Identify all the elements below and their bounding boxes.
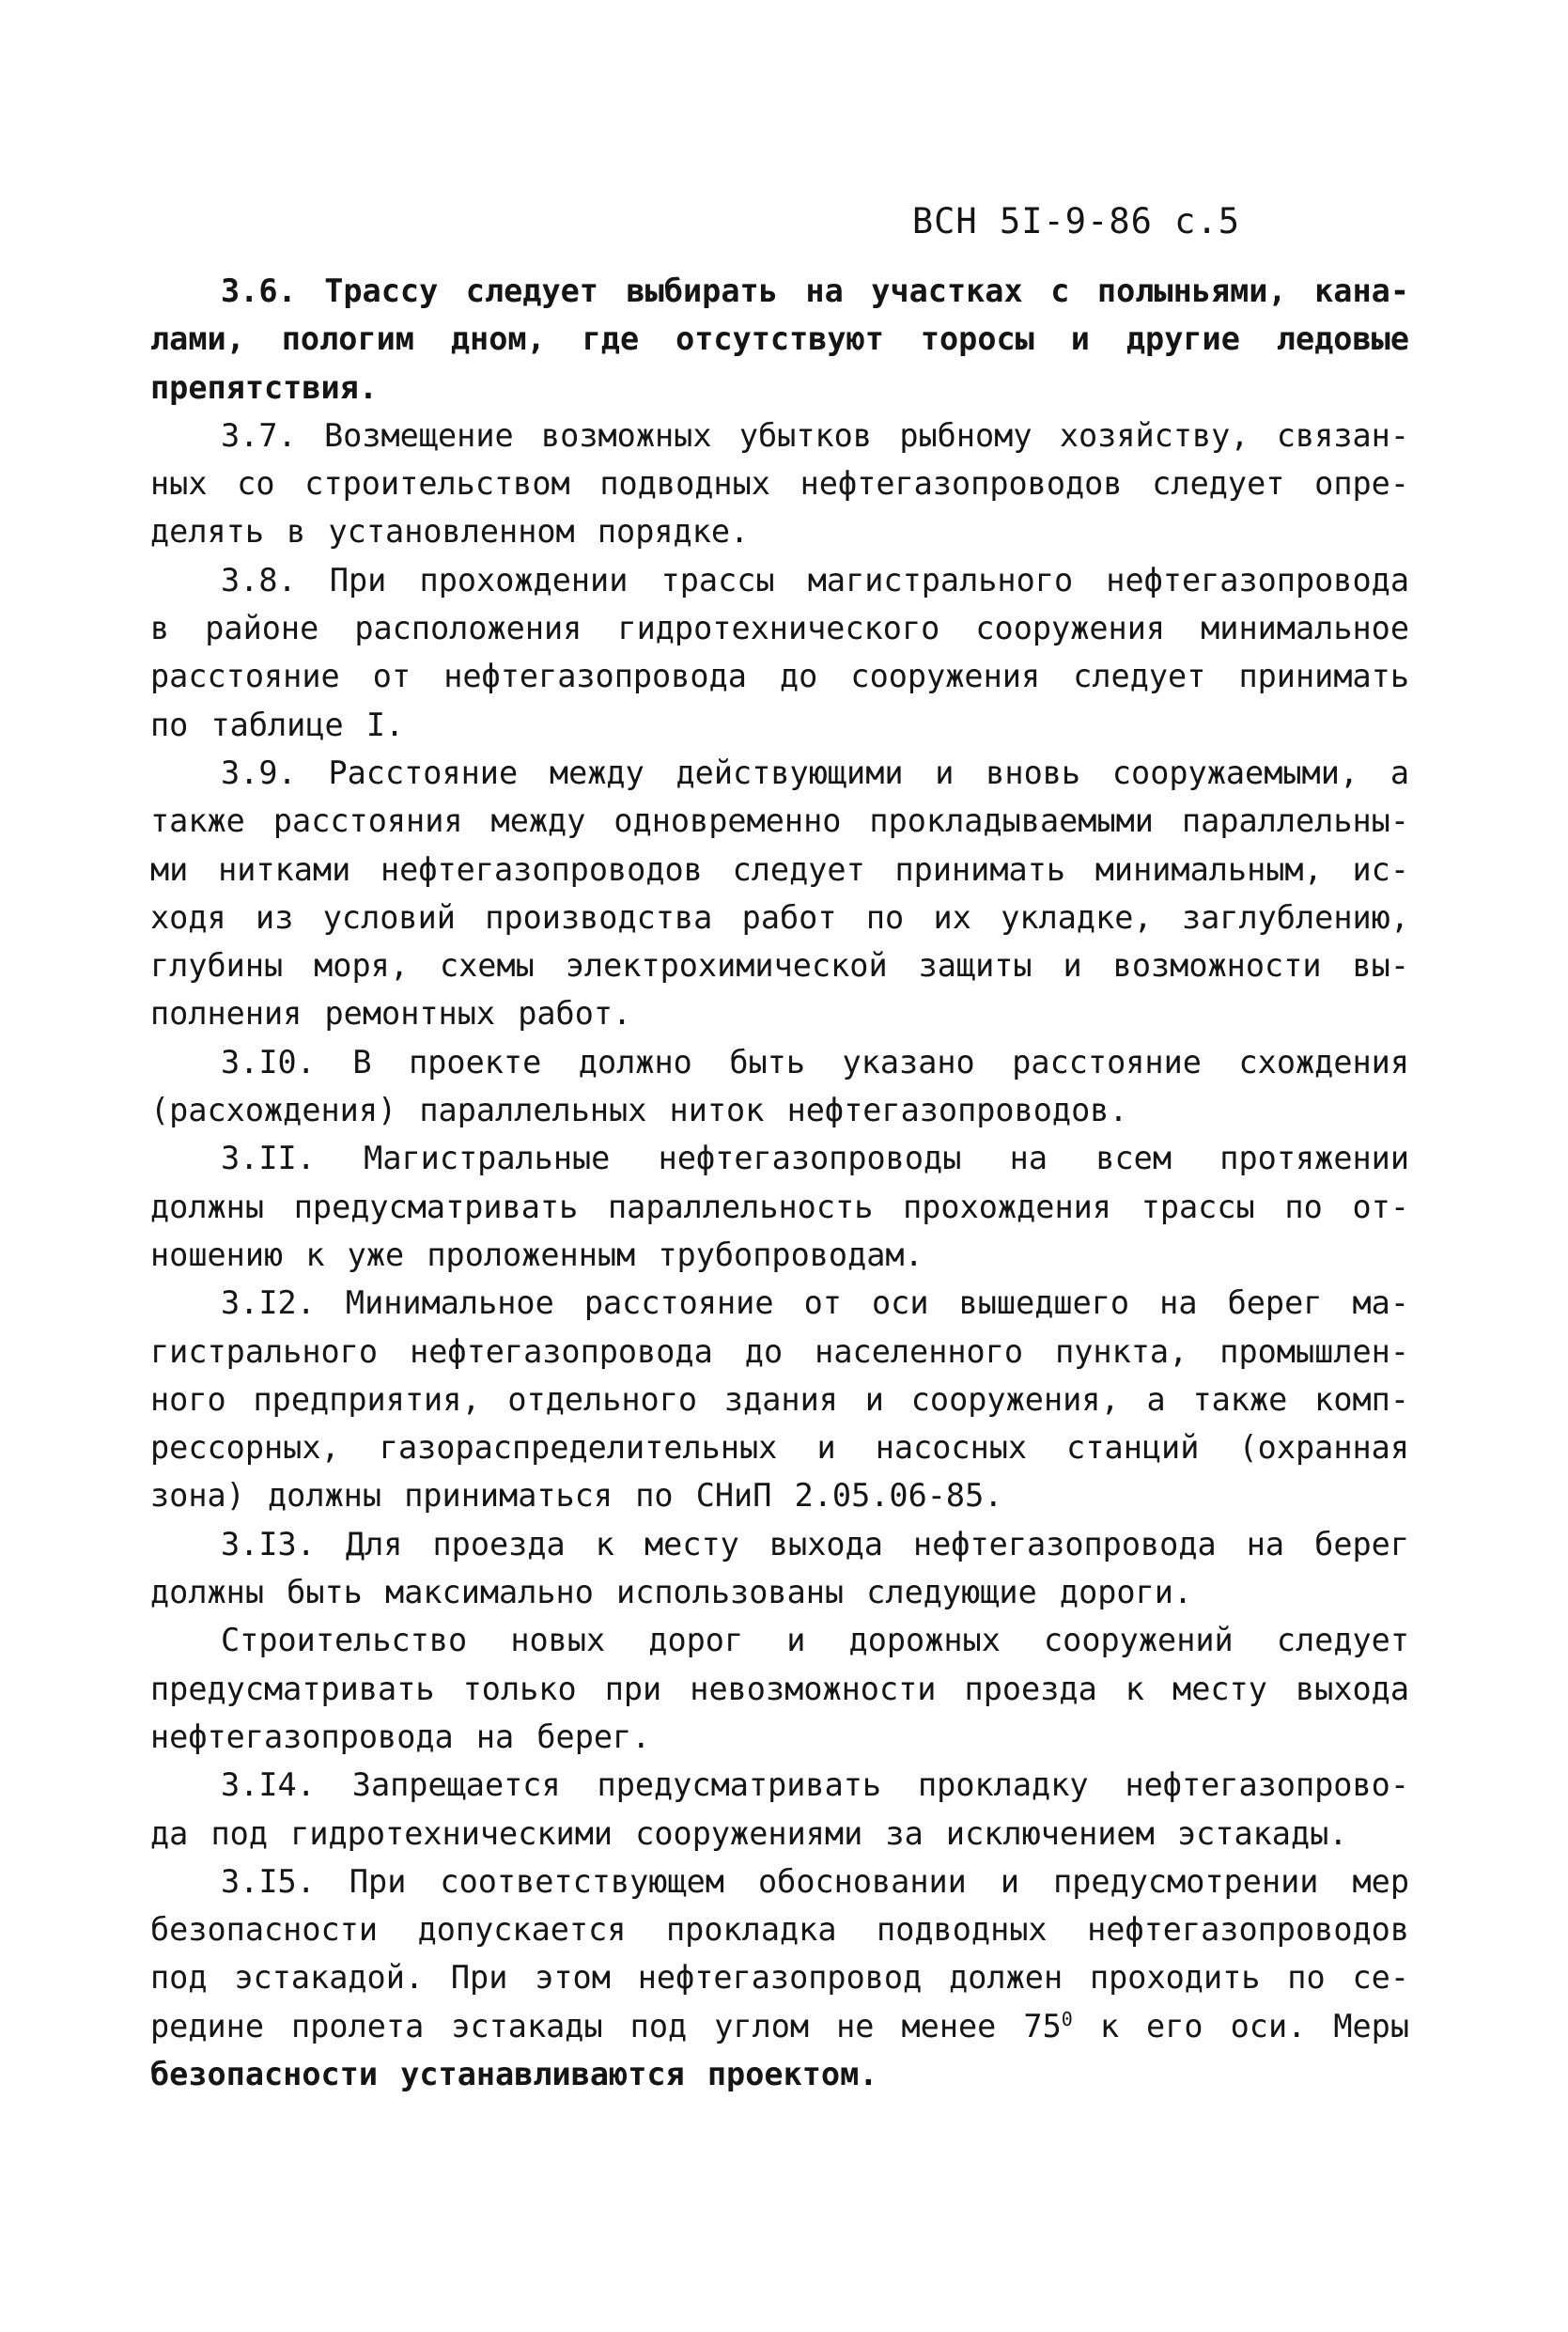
document-reference-header: ВСН 5I-9-86 с.5 xyxy=(911,201,1240,241)
paragraph-3-15-line-3: под эстакадой. При этом нефтегазопровод должен проходить по се- xyxy=(150,1959,1409,1997)
degree-superscript: 0 xyxy=(1061,2007,1073,2030)
paragraph-3-11-line-1: 3.II. Магистральные нефтегазопроводы на всем протяжении xyxy=(221,1140,1409,1177)
paragraph-3-9-line-2: также расстояния между одновременно прокладываемыми параллельны- xyxy=(150,802,1409,840)
paragraph-3-8-line-3: расстояние от нефтегазопровода до сооружения следует принимать xyxy=(150,658,1409,695)
paragraph-3-15-line-4-text: редине пролета эстакады под углом не менее 75 xyxy=(150,2007,1062,2044)
paragraph-3-8-line-4: по таблице I. xyxy=(150,706,405,743)
paragraph-3-15-line-2: безопасности допускается прокладка подводных нефтегазопроводов xyxy=(150,1911,1409,1949)
paragraph-3-13-line-1: 3.I3. Для проезда к месту выхода нефтегазопровода на берег xyxy=(221,1525,1409,1562)
paragraph-3-6-line-1: 3.6. Трассу следует выбирать на участках с полыньями, кана- xyxy=(221,272,1409,309)
paragraph-3-7-line-2: ных со строительством подводных нефтегазопроводов следует опре- xyxy=(150,465,1409,503)
paragraph-3-6-line-3: препятствия. xyxy=(150,368,379,406)
paragraph-3-10-line-2: (расхождения) параллельных ниток нефтегазопроводов. xyxy=(150,1092,1128,1129)
paragraph-3-15-line-4-tail: к его оси. Меры xyxy=(1072,2007,1410,2044)
paragraph-3-11-line-3: ношению к уже проложенным трубопроводам. xyxy=(150,1236,924,1273)
paragraph-3-6-line-2: лами, пологим дном, где отсутствуют торосы и другие ледовые xyxy=(150,320,1409,358)
document-body xyxy=(150,267,1409,2098)
paragraph-3-14-line-2: да под гидротехническими сооружениями за исключением эстакады. xyxy=(150,1814,1348,1852)
paragraph-3-7-line-3: делять в установленном порядке. xyxy=(150,513,750,551)
paragraph-3-15-line-1: 3.I5. При соответствующем обосновании и предусмотрении мер xyxy=(221,1862,1409,1900)
paragraph-3-12-line-4: рессорных, газораспределительных и насосных станций (охранная xyxy=(150,1429,1409,1467)
paragraph-3-9-line-5: глубины моря, схемы электрохимической защиты и возможности вы- xyxy=(150,947,1409,985)
paragraph-3-12-line-3: ного предприятия, отдельного здания и сооружения, а также комп- xyxy=(150,1380,1409,1418)
paragraph-3-8-line-2: в районе расположения гидротехнического сооружения минимальное xyxy=(150,610,1409,647)
paragraph-3-9-line-4: ходя из условий производства работ по их укладке, заглублению, xyxy=(150,898,1409,936)
paragraph-3-9-line-3: ми нитками нефтегазопроводов следует принимать минимальным, ис- xyxy=(150,850,1409,888)
paragraph-3-9-line-6: полнения ремонтных работ. xyxy=(150,995,632,1033)
paragraph-3-12-line-5: зона) должны приниматься по СНиП 2.05.06-85. xyxy=(150,1477,1003,1515)
paragraph-3-12-line-1: 3.I2. Минимальное расстояние от оси вышедшего на берег ма- xyxy=(221,1284,1409,1322)
paragraph-3-10-line-1: 3.I0. В проекте должно быть указано расстояние схождения xyxy=(221,1043,1409,1080)
paragraph-3-15-line-4 xyxy=(150,2002,1409,2050)
paragraph-3-14-line-1: 3.I4. Запрещается предусматривать прокладку нефтегазопрово- xyxy=(221,1766,1409,1804)
paragraph-3-13b-line-3: нефтегазопровода на берег. xyxy=(150,1718,651,1755)
paragraph-3-7-line-1: 3.7. Возмещение возможных убытков рыбному хозяйству, связан- xyxy=(221,416,1409,454)
paragraph-3-13b-line-1: Строительство новых дорог и дорожных сооружений следует xyxy=(221,1622,1409,1659)
paragraph-3-11-line-2: должны предусматривать параллельность прохождения трассы по от- xyxy=(150,1188,1409,1225)
paragraph-3-15-line-5: безопасности устанавливаются проектом. xyxy=(150,2055,878,2092)
paragraph-3-13b-line-2: предусматривать только при невозможности проезда к месту выхода xyxy=(150,1670,1409,1707)
paragraph-3-9-line-1: 3.9. Расстояние между действующими и вновь сооружаемыми, а xyxy=(221,754,1409,791)
paragraph-3-8-line-1: 3.8. При прохождении трассы магистрального нефтегазопровода xyxy=(221,561,1409,599)
paragraph-3-12-line-2: гистрального нефтегазопровода до населенного пункта, промышлен- xyxy=(150,1332,1409,1370)
paragraph-3-13-line-2: должны быть максимально использованы следующие дороги. xyxy=(150,1574,1193,1611)
